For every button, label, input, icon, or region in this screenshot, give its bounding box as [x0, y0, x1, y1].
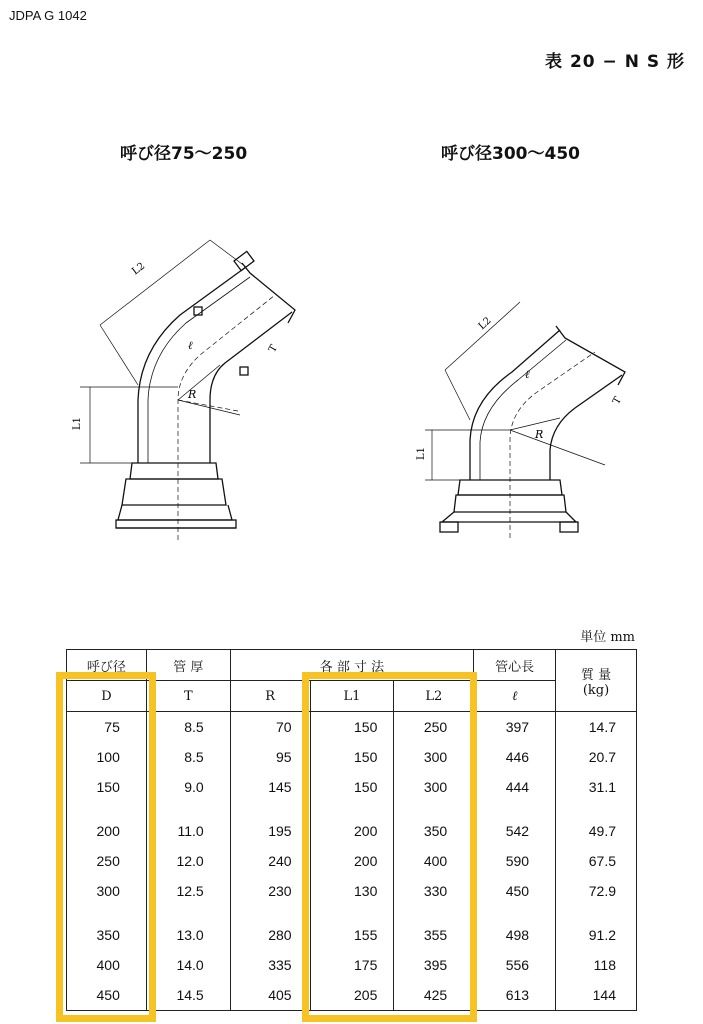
label-R-right: R	[535, 428, 544, 441]
label-L1: L1	[72, 416, 83, 430]
table-cell: 200	[310, 846, 394, 876]
label-R: R	[188, 388, 197, 401]
table-cell: 556	[474, 950, 556, 980]
table-cell: 155	[310, 906, 394, 950]
figure-left-title: 呼び径75〜250	[120, 144, 248, 164]
table-cell: 9.0	[146, 772, 230, 802]
label-ell: ℓ	[188, 339, 193, 352]
table-cell: 300	[394, 772, 474, 802]
table-cell: 395	[394, 950, 474, 980]
header-thickness: 管 厚	[146, 650, 230, 681]
table-cell: 11.0	[146, 802, 230, 846]
table-cell: 118	[556, 950, 637, 980]
table-cell: 446	[474, 742, 556, 772]
table-cell: 335	[230, 950, 310, 980]
table-cell: 200	[67, 802, 147, 846]
table-cell: 14.0	[146, 950, 230, 980]
table-cell: 95	[230, 742, 310, 772]
table-cell: 230	[230, 876, 310, 906]
elbow-drawing-small	[60, 215, 320, 550]
table-row	[67, 876, 637, 906]
table-cell: 200	[310, 802, 394, 846]
table-cell: 590	[474, 846, 556, 876]
table-cell: 130	[310, 876, 394, 906]
table-cell: 250	[67, 846, 147, 876]
table-cell: 100	[67, 742, 147, 772]
table-row	[67, 980, 637, 1011]
table-row	[67, 742, 637, 772]
header-center-length: 管心長	[474, 650, 556, 681]
table-cell: 350	[394, 802, 474, 846]
table-row	[67, 712, 637, 743]
table-cell: 144	[556, 980, 637, 1011]
table-cell: 450	[474, 876, 556, 906]
table-cell: 280	[230, 906, 310, 950]
header-nominal-diameter: 呼び径	[67, 650, 147, 681]
table-cell: 405	[230, 980, 310, 1011]
dimension-table	[66, 649, 637, 1011]
table-cell: 75	[67, 712, 147, 743]
header-L2: L2	[394, 681, 474, 712]
document-code: JDPA G 1042	[9, 8, 87, 23]
table-body	[67, 712, 637, 1011]
table-cell: 450	[67, 980, 147, 1011]
header-L1: L1	[310, 681, 394, 712]
header-ell: ℓ	[474, 681, 556, 712]
table-cell: 49.7	[556, 802, 637, 846]
table-cell: 12.0	[146, 846, 230, 876]
table-row	[67, 846, 637, 876]
table-cell: 400	[394, 846, 474, 876]
elbow-drawing-large	[400, 290, 660, 550]
table-cell: 145	[230, 772, 310, 802]
header-D: D	[67, 681, 147, 712]
table-cell: 542	[474, 802, 556, 846]
table-cell: 498	[474, 906, 556, 950]
table-cell: 195	[230, 802, 310, 846]
table-cell: 31.1	[556, 772, 637, 802]
table-cell: 150	[67, 772, 147, 802]
table-cell: 12.5	[146, 876, 230, 906]
table-cell: 175	[310, 950, 394, 980]
unit-label: 単位 mm	[580, 630, 635, 645]
header-dimensions: 各 部 寸 法	[230, 650, 474, 681]
label-ell-right: ℓ	[525, 368, 530, 381]
label-L1-right: L1	[416, 446, 427, 460]
table-cell: 350	[67, 906, 147, 950]
header-mass-unit: (kg)	[582, 682, 610, 698]
table-cell: 444	[474, 772, 556, 802]
table-cell: 613	[474, 980, 556, 1011]
label-L2: L2	[130, 260, 148, 278]
table-title: 表 20 − N S 形	[545, 52, 685, 72]
table-cell: 8.5	[146, 742, 230, 772]
table-cell: 14.5	[146, 980, 230, 1011]
table-cell: 70	[230, 712, 310, 743]
label-T: T	[267, 343, 280, 355]
table-cell: 72.9	[556, 876, 637, 906]
table-cell: 205	[310, 980, 394, 1011]
table-cell: 240	[230, 846, 310, 876]
table-cell: 14.7	[556, 712, 637, 743]
header-mass	[556, 650, 637, 712]
table-cell: 150	[310, 742, 394, 772]
table-cell: 330	[394, 876, 474, 906]
table-cell: 250	[394, 712, 474, 743]
table-cell: 91.2	[556, 906, 637, 950]
table-cell: 150	[310, 712, 394, 743]
table-row	[67, 906, 637, 950]
table-cell: 400	[67, 950, 147, 980]
table-cell: 13.0	[146, 906, 230, 950]
table-cell: 20.7	[556, 742, 637, 772]
table-row	[67, 802, 637, 846]
table-cell: 150	[310, 772, 394, 802]
figure-right-title: 呼び径300〜450	[441, 144, 580, 164]
table-cell: 300	[67, 876, 147, 906]
label-T-right: T	[611, 395, 624, 407]
header-T: T	[146, 681, 230, 712]
table-cell: 355	[394, 906, 474, 950]
table-cell: 425	[394, 980, 474, 1011]
table-row	[67, 772, 637, 802]
table-cell: 67.5	[556, 846, 637, 876]
table-row	[67, 950, 637, 980]
table-cell: 300	[394, 742, 474, 772]
header-R: R	[230, 681, 310, 712]
table-cell: 397	[474, 712, 556, 743]
table-cell: 8.5	[146, 712, 230, 743]
label-L2-right: L2	[476, 315, 494, 333]
header-mass-label: 質 量	[580, 667, 612, 683]
